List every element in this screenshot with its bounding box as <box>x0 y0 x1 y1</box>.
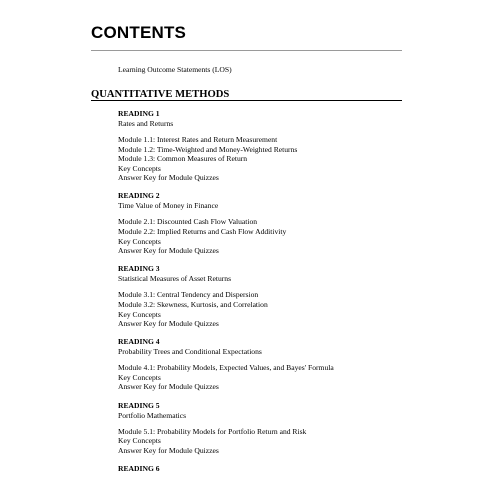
reading-block <box>118 264 408 328</box>
toc-entry[interactable]: Module 2.1: Discounted Cash Flow Valuation <box>118 217 258 227</box>
reading-title[interactable]: Portfolio Mathematics <box>118 410 187 420</box>
reading-block <box>118 337 408 392</box>
reading-title[interactable]: Probability Trees and Conditional Expectations <box>118 347 262 357</box>
toc-entry[interactable]: Key Concepts <box>118 163 161 173</box>
readings-list <box>118 109 408 482</box>
toc-entry[interactable]: Answer Key for Module Quizzes <box>118 319 219 329</box>
toc-entry[interactable]: Key Concepts <box>118 372 161 382</box>
toc-entry[interactable]: Module 2.2: Implied Returns and Cash Flow Additivity <box>118 227 287 237</box>
toc-entry[interactable]: Key Concepts <box>118 436 161 446</box>
toc-entry[interactable]: Module 1.1: Interest Rates and Return Measurement <box>118 135 278 144</box>
reading-number[interactable]: READING 2 <box>118 191 160 201</box>
toc-entry[interactable]: Module 4.1: Probability Models, Expected Values, and Bayes' Formula <box>118 363 334 373</box>
reading-block <box>118 191 408 255</box>
page-title: CONTENTS <box>91 23 187 42</box>
reading-number[interactable]: READING 1 <box>118 109 160 118</box>
reading-title[interactable]: Statistical Measures of Asset Returns <box>118 274 232 284</box>
toc-entry[interactable]: Module 3.1: Central Tendency and Dispersion <box>118 290 259 300</box>
reading-number[interactable]: READING 3 <box>118 264 160 274</box>
reading-block <box>118 464 408 474</box>
toc-entry[interactable]: Key Concepts <box>118 236 161 246</box>
toc-entry[interactable]: Module 3.2: Skewness, Kurtosis, and Correlation <box>118 299 268 309</box>
section-divider <box>91 100 402 101</box>
title-divider <box>91 50 402 51</box>
toc-entry[interactable]: Answer Key for Module Quizzes <box>118 246 219 256</box>
los-link[interactable]: Learning Outcome Statements (LOS) <box>118 65 232 74</box>
reading-title[interactable]: Time Value of Money in Finance <box>118 201 219 211</box>
reading-number[interactable]: READING 6 <box>118 463 160 473</box>
toc-entry[interactable]: Module 5.1: Probability Models for Portfolio Return and Risk <box>118 426 307 436</box>
reading-number[interactable]: READING 5 <box>118 400 160 410</box>
section-heading: QUANTITATIVE METHODS <box>91 89 230 100</box>
reading-number[interactable]: READING 4 <box>118 337 160 347</box>
reading-title[interactable]: Rates and Returns <box>118 119 174 128</box>
toc-entry[interactable]: Answer Key for Module Quizzes <box>118 382 219 392</box>
reading-block <box>118 109 408 183</box>
toc-entry[interactable]: Module 1.3: Common Measures of Return <box>118 154 248 164</box>
toc-entry[interactable]: Key Concepts <box>118 309 161 319</box>
toc-entry[interactable]: Answer Key for Module Quizzes <box>118 445 219 455</box>
toc-entry[interactable]: Answer Key for Module Quizzes <box>118 173 219 183</box>
reading-block <box>118 401 408 456</box>
toc-entry[interactable]: Module 1.2: Time-Weighted and Money-Weighted Returns <box>118 144 298 154</box>
